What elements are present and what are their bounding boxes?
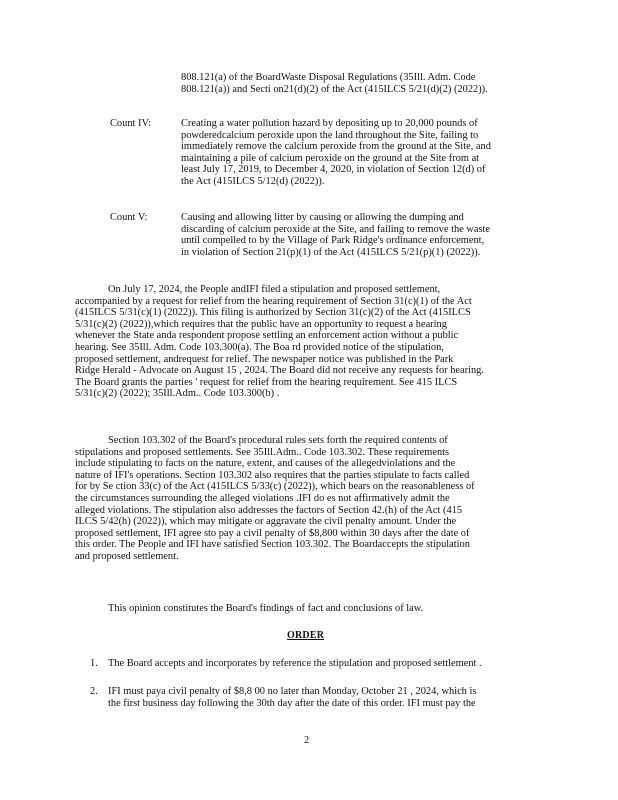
text-line: proposed settlement, IFI agree sto pay a civil penalty of $8,800 within 30 days after the date of (75, 527, 470, 539)
text-line: the Act (415ILCS 5/12(d) (2022)). (181, 175, 325, 187)
text-line: hearing. See 35Ill. Adm. Code 103.300(a). The Boa rd provided notice of the stipulation, (75, 341, 444, 353)
text-line: stipulations and proposed settlements. See 35Ill.Adm.. Code 103.302. These requirements (75, 446, 450, 458)
text-line: Creating a water pollution hazard by depositing up to 20,000 pounds of (181, 118, 478, 129)
text-line: Section 103.302 of the Board's procedural rules sets forth the required contents of (108, 435, 448, 446)
text-line: accompanied by a request for relief from the hearing requirement of Section 31(c)(1) of the Act (75, 295, 472, 307)
order-item-number: 1. (90, 658, 98, 669)
count-iii-continuation (181, 72, 531, 95)
text-line: and proposed settlement. (75, 550, 179, 562)
text-line: IFI must paya civil penalty of $8,8 00 no later than Monday, October 21 , 2024, which is (108, 686, 477, 697)
text-line: Ridge Herald - Advocate on August 15 , 2024. The Board did not receive any requests for hearing. (75, 365, 484, 377)
procedural-rules-paragraph (75, 435, 533, 563)
text-line: the circumstances surrounding the alleged violations .IFI do es not affirmatively admit the (75, 492, 450, 504)
text-line: On July 17, 2024, the People andIFI filed a stipulation and proposed settlement, (108, 284, 441, 295)
text-line: ILCS 5/42(h) (2022)), which may mitigate or aggravate the civil penalty amount. Under the (75, 516, 457, 528)
page-number: 2 (304, 735, 310, 746)
order-item-number: 2. (90, 686, 98, 697)
text-line: the first business day following the 30th day after the date of this order. IFI must pay the (108, 697, 476, 709)
text-line: least July 17, 2019, to December 4, 2020, in violation of Section 12(d) of (181, 164, 486, 176)
text-line: immediately remove the calcium peroxide from the ground at the Site, and (181, 141, 491, 153)
text-line: (415ILCS 5/31(c)(1) (2022)). This filing is authorized by Section 31(c)(2) of the Act (415ILCS (75, 307, 471, 319)
order-item-1 (108, 658, 538, 670)
text-line: powderedcalcium peroxide upon the land throughout the Site, failing to (181, 129, 479, 141)
count-v-text (181, 212, 533, 258)
order-heading: ORDER (287, 630, 325, 641)
text-line: The Board accepts and incorporates by reference the stipulation and proposed settlement . (108, 658, 482, 669)
text-line: 808.121(a) of the BoardWaste Disposal Regulations (35Ill. Adm. Code (181, 72, 476, 83)
text-line: Causing and allowing litter by causing or allowing the dumping and (181, 212, 464, 223)
text-line: 5/31(c)(2) (2022); 35Ill.Adm.. Code 103.300(b) . (75, 388, 280, 400)
text-line: whenever the State anda respondent propose settling an enforcement action without a public (75, 330, 459, 342)
text-line: 5/31(c)(2) (2022)),which requires that the public have an opportunity to request a hearing (75, 318, 447, 330)
text-line: discarding of calcium peroxide at the Site, and failing to remove the waste (181, 223, 491, 235)
text-line: 808.121(a)) and Secti on21(d)(2) of the Act (415ILCS 5/21(d)(2) (2022)). (181, 83, 488, 95)
text-line: include stipulating to facts on the nature, extent, and causes of the allegedviolations and the (75, 458, 456, 470)
count-iv-text (181, 118, 531, 188)
text-line: maintaining a pile of calcium peroxide on the ground at the Site from at (181, 152, 480, 164)
text-line: The Board grants the parties ' request for relief from the hearing requirement. See 415 ILCS (75, 376, 458, 388)
text-line: in violation of Section 21(p)(1) of the Act (415ILCS 5/21(p)(1) (2022)). (181, 246, 481, 258)
text-line: for by Se ction 33(c) of the Act (415ILCS 5/33(c) (2022)), which bears on the reasonableness of (75, 481, 475, 493)
text-line: alleged violations. The stipulation also addresses the factors of Section 42.(h) of the Act (415 (75, 504, 463, 516)
count-v-label: Count V: (110, 212, 148, 223)
order-item-2 (108, 686, 538, 709)
text-line: proposed settlement, andrequest for relief. The newspaper notice was published in the Park (75, 353, 454, 365)
text-line: nature of IFI's operations. Section 103.302 also requires that the parties stipulate to facts called (75, 469, 470, 481)
text-line: until compelled to by the Village of Park Ridge's ordinance enforcement, (181, 235, 485, 247)
count-iv-label: Count IV: (110, 118, 152, 129)
stipulation-paragraph (75, 284, 533, 400)
text-line: this order. The People and IFI have satisfied Section 103.302. The Boardaccepts the stipulation (75, 539, 470, 551)
opinion-statement: This opinion constitutes the Board's findings of fact and conclusions of law. (108, 603, 424, 614)
